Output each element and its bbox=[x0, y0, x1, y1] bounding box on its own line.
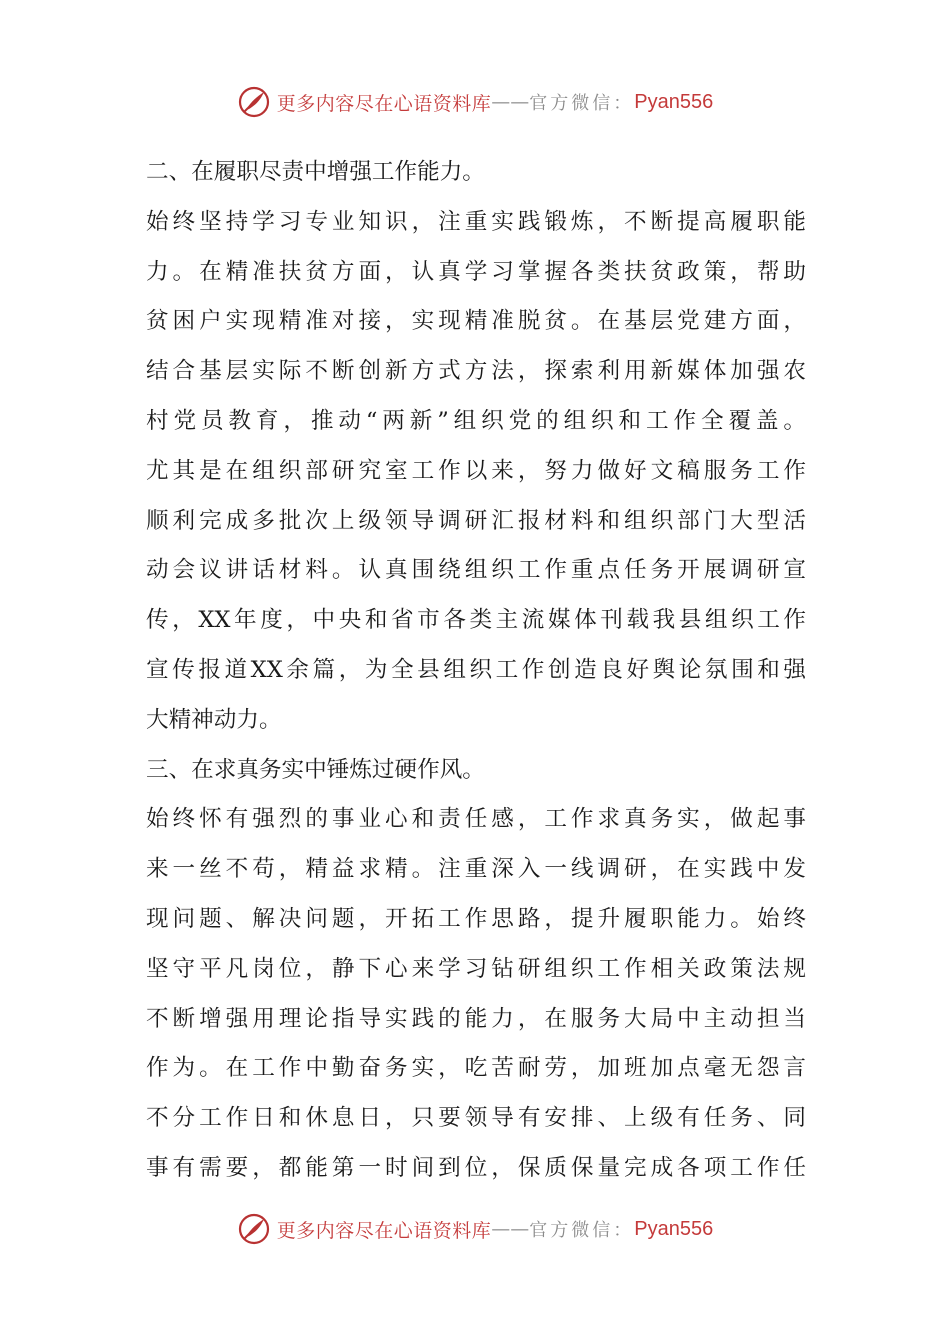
text-line: 顺利完成多批次上级领导调研汇报材料和组织部门大型活 bbox=[146, 507, 806, 534]
text-line: 坚守平凡岗位，静下心来学习钻研组织工作相关政策法规 bbox=[146, 955, 806, 982]
text-line: 结合基层实际不断创新方式方法，探索利用新媒体加强农 bbox=[146, 358, 806, 385]
banner-wechat-label: 官方微信： bbox=[529, 93, 635, 114]
text-line: 宣传报道XX余篇，为全县组织工作创造良好舆论氛围和强 bbox=[146, 656, 806, 683]
text-line: 来一丝不苟，精益求精。注重深入一线调研，在实践中发 bbox=[146, 856, 806, 883]
text-line: 大精神动力。 bbox=[146, 706, 282, 733]
text-line: 贫困户实现精准对接，实现精准脱贫。在基层党建方面， bbox=[146, 308, 806, 335]
text-line: 现问题、解决问题，开拓工作思路，提升履职能力。始终 bbox=[146, 905, 806, 932]
text-line: 尤其是在组织部研究室工作以来，努力做好文稿服务工作 bbox=[146, 457, 806, 484]
text-line: 不断增强用理论指导实践的能力，在服务大局中主动担当 bbox=[146, 1005, 806, 1032]
banner-wechat-id: Pyan556 bbox=[634, 1217, 714, 1240]
quill-logo-icon bbox=[237, 85, 271, 119]
text-line: 三、在求真务实中锤炼过硬作风。 bbox=[146, 756, 485, 783]
text-line: 事有需要，都能第一时间到位，保质保量完成各项工作任 bbox=[146, 1154, 806, 1181]
banner-brand-text: 更多内容尽在心语资料库 bbox=[276, 92, 492, 115]
banner-dash: —— bbox=[491, 1218, 530, 1240]
header-banner bbox=[0, 82, 950, 122]
quill-logo-icon bbox=[237, 1212, 271, 1246]
banner-wechat-label: 官方微信： bbox=[529, 1220, 635, 1241]
banner-dash: —— bbox=[491, 91, 530, 113]
banner-brand-text: 更多内容尽在心语资料库 bbox=[276, 1219, 492, 1242]
text-line: 传，XX年度，中央和省市各类主流媒体刊载我县组织工作 bbox=[146, 607, 806, 634]
text-line: 始终坚持学习专业知识，注重实践锻炼，不断提高履职能 bbox=[146, 208, 806, 235]
text-line: 力。在精准扶贫方面，认真学习掌握各类扶贫政策，帮助 bbox=[146, 258, 806, 285]
text-line: 始终怀有强烈的事业心和责任感，工作求真务实，做起事 bbox=[146, 806, 806, 833]
text-line: 不分工作日和休息日，只要领导有安排、上级有任务、同 bbox=[146, 1105, 806, 1132]
text-line: 作为。在工作中勤奋务实，吃苦耐劳，加班加点毫无怨言 bbox=[146, 1055, 806, 1082]
text-line: 二、在履职尽责中增强工作能力。 bbox=[146, 159, 485, 185]
footer-banner bbox=[0, 1209, 950, 1249]
text-line: 村党员教育，推动“两新”组织党的组织和工作全覆盖。 bbox=[146, 407, 806, 434]
text-line: 动会议讲话材料。认真围绕组织工作重点任务开展调研宣 bbox=[146, 557, 806, 584]
document-body bbox=[146, 148, 806, 1194]
banner-wechat-id: Pyan556 bbox=[634, 90, 714, 113]
